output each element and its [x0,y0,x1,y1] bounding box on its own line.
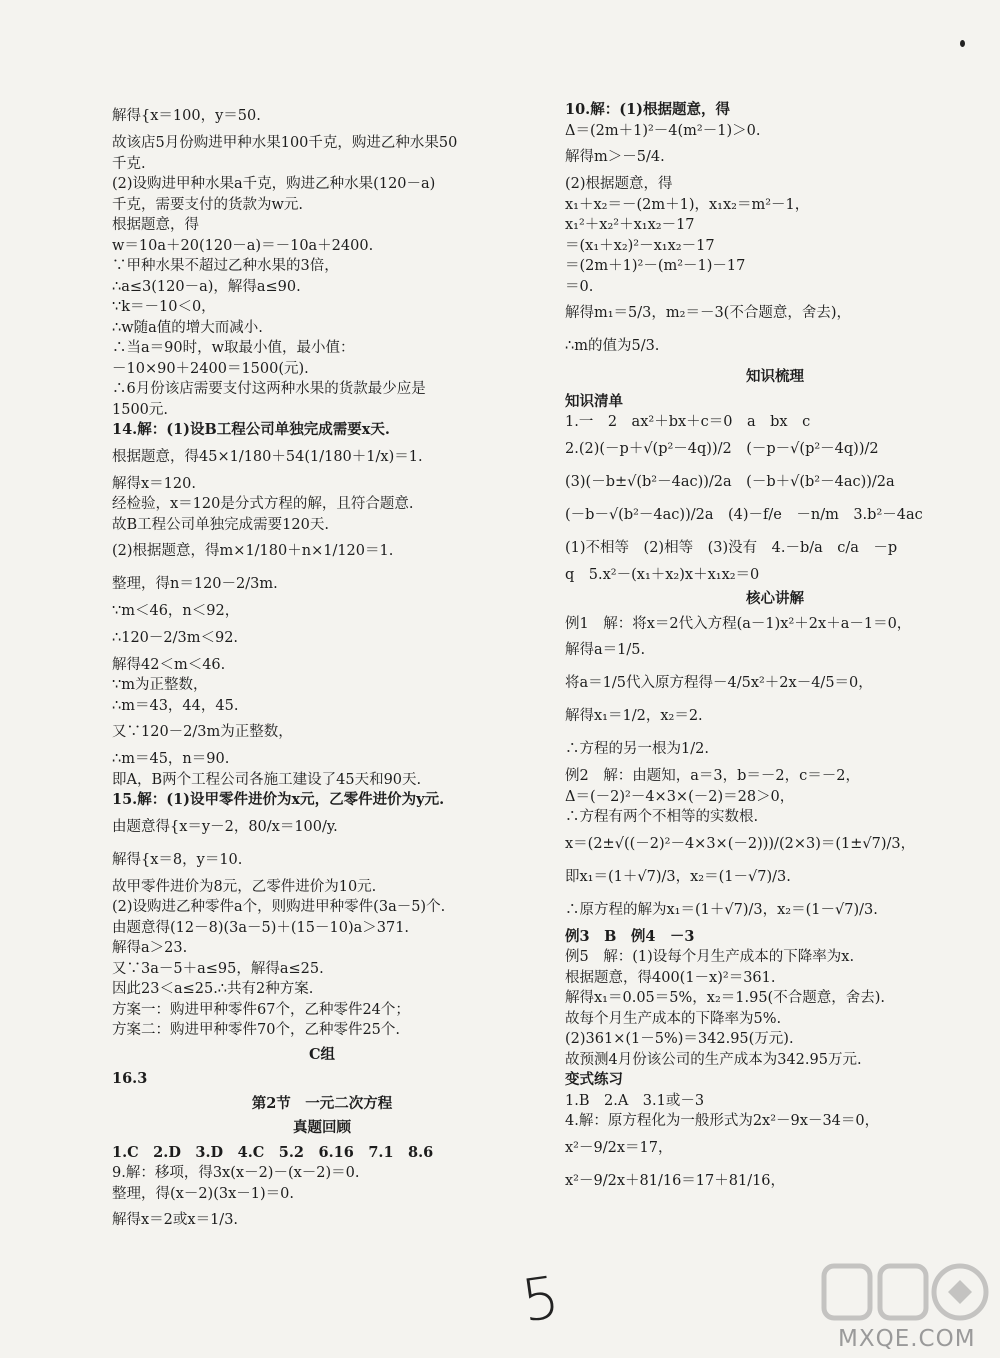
text-line: 例2 解：由题知，a＝3，b＝－2，c＝－2， [565,768,860,784]
text-line: x²－9/2x＝17， [565,1139,673,1156]
text-line: x₁＋x₂＝－(2m＋1)，x₁x₂＝m²－1， [565,196,810,213]
text-line: ∴m＝43，44，45. [112,697,239,714]
text-line: q 5.x²－(x₁＋x₂)x＋x₁x₂＝0 [565,566,760,583]
text-line: 解得{x＝8，y＝10. [112,851,243,868]
text-line: 解得x＝2或x＝1/3. [112,1212,239,1229]
text-line: 故预测4月份该公司的生产成本为342.95万元. [565,1051,862,1068]
text-line: (2)根据题意，得 [565,176,673,192]
text-line: 1.一 2 ax²＋bx＋c＝0 a bx c [565,414,811,430]
text-line: 4.解：原方程化为一般形式为2x²－9x－34＝0， [565,1113,880,1129]
text-line: 解得42＜m＜46. [112,656,226,673]
text-line: 例5 解：(1)设每个月生产成本的下降率为x. [565,949,855,965]
text-line: x＝(2±√((－2)²－4×3×(－2)))/(2×3)＝(1±√7)/3， [565,835,916,852]
text-line: ∴方程的另一根为1/2. [565,741,709,758]
watermark-text: MXQE.COM [838,1326,976,1352]
text-line: ∴6月份该店需要支付这两种水果的货款最少应是 [112,381,426,397]
text-line: 千克，需要支付的货款为w元. [112,196,304,213]
text-line: 由题意得{x＝y－2，80/x＝100/y. [112,818,338,835]
text-line: 解得m＞－5/4. [565,149,665,166]
section-heading: 知识梳理 [746,368,804,385]
text-line: ∵甲种水果不超过乙种水果的3倍， [112,258,339,274]
text-line: (2)根据题意，得m×1/180＋n×1/120＝1. [112,543,394,560]
text-line: 14.解：(1)设B工程公司单独完成需要x天. [112,421,390,438]
text-line: ∴w随a值的增大而减小. [112,319,263,336]
section-heading: 核心讲解 [746,590,804,607]
text-line: (－b－√(b²－4ac))/2a (4)－f/e －n/m 3.b²－4ac [565,506,923,523]
text-line: (2)设购进甲种水果a千克，购进乙种水果(120－a) [112,176,436,192]
section-heading: C组 [308,1045,336,1063]
text-line: 整理，得n＝120－2/3m. [112,576,278,593]
text-line: ∵m＜46，n＜92， [112,603,240,619]
text-line: ∴当a＝90时，w取最小值，最小值： [112,340,355,356]
text-line: 即x₁＝(1＋√7)/3，x₂＝(1－√7)/3. [565,868,791,885]
text-line: ∴a≤3(120－a)，解得a≤90. [112,278,301,295]
text-line: 方案二：购进甲种零件70个，乙种零件25个. [112,1022,401,1038]
text-line: ∴120－2/3m＜92. [112,629,239,646]
text-line: 故该店5月份购进甲种水果100千克，购进乙种水果50 [112,135,458,151]
text-line: ∵m为正整数， [112,677,208,693]
text-line: 解得x₁＝1/2，x₂＝2. [565,708,703,725]
text-line: 整理，得(x－2)(3x－1)＝0. [112,1185,294,1202]
subsection-heading: 变式练习 [565,1071,623,1088]
text-line: ＝(2m＋1)²－(m²－1)－17 [565,258,746,274]
scan-dot [960,40,965,47]
text-line: x₁²＋x₂²＋x₁x₂－17 [565,217,695,233]
text-line: 因此23＜a≤25.∴共有2种方案. [112,981,314,997]
text-line: 1.B 2.A 3.1或－3 [565,1092,705,1109]
text-line: ∴方程有两个不相等的实数根. [565,809,759,825]
page-number: 5 [517,1262,564,1336]
text-line: 解得x₁＝0.05＝5%，x₂＝1.95(不合题意，舍去). [565,990,885,1006]
text-line: 解得a＞23. [112,940,188,956]
text-line: 15.解：(1)设甲零件进价为x元，乙零件进价为y元. [112,791,445,808]
text-line: ∴原方程的解为x₁＝(1＋√7)/3，x₂＝(1－√7)/3. [565,901,878,918]
text-line: 1500元. [112,401,169,418]
text-line: 例1 解：将x＝2代入方程(a－1)x²＋2x＋a－1＝0， [565,615,912,632]
text-line: (3)(－b±√(b²－4ac))/2a (－b＋√(b²－4ac))/2a [565,473,895,490]
text-line: 解得x＝120. [112,475,196,492]
text-line: 解得m₁＝5/3，m₂＝－3(不合题意，舍去)， [565,305,851,322]
text-line: 故B工程公司单独完成需要120天. [112,516,329,533]
text-line: 根据题意，得45×1/180＋54(1/180＋1/x)＝1. [112,448,423,465]
text-line: 故甲零件进价为8元，乙零件进价为10元. [112,878,377,895]
text-line: 由题意得(12－8)(3a－5)＋(15－10)a＞371. [112,919,410,936]
text-line: ∴m的值为5/3. [565,338,660,355]
subsection-heading: 知识清单 [565,392,623,410]
text-line: 根据题意，得 [112,217,199,233]
text-line: 故每个月生产成本的下降率为5%. [565,1010,782,1027]
text-line: ＝(x₁＋x₂)²－x₁x₂－17 [565,237,715,254]
text-line: 又∵3a－5＋a≤95，解得a≤25. [112,960,324,977]
text-line: 将a＝1/5代入原方程得－4/5x²＋2x－4/5＝0， [565,675,873,692]
text-line: －10×90＋2400＝1500(元). [112,360,309,377]
text-line: (1)不相等 (2)相等 (3)没有 4.－b/a c/a －p [565,539,898,556]
text-line: 经检验，x＝120是分式方程的解，且符合题意. [112,496,414,512]
text-line: ∵k＝－10＜0， [112,299,216,315]
text-line: ∴m＝45，n＝90. [112,751,230,767]
text-line: 2.(2)(－p＋√(p²－4q))/2 (－p－√(p²－4q))/2 [565,440,879,457]
text-line: ＝0. [565,278,594,295]
right-column [565,100,985,1198]
text-line: 解得{x＝100，y＝50. [112,108,261,125]
text-line: 16.3 [112,1070,148,1087]
text-line: 1.C 2.D 3.D 4.C 5.2 6.16 7.1 8.6 [112,1143,434,1161]
text-line: 千克. [112,155,146,172]
text-line: 方案一：购进甲种零件67个，乙种零件24个； [112,1001,410,1018]
section-heading: 真题回顾 [293,1119,351,1136]
text-line: Δ＝(－2)²－4×3×(－2)＝28＞0， [565,788,795,805]
left-column [112,100,532,1237]
text-line: 10.解：(1)根据题意，得 [565,101,731,118]
text-line: (2)设购进乙种零件a个，则购进甲种零件(3a－5)个. [112,899,446,915]
text-line: 又∵120－2/3m为正整数， [112,724,293,741]
text-line: 例3 B 例4 －3 [565,927,695,945]
text-line: x²－9/2x＋81/16＝17＋81/16， [565,1172,786,1189]
text-line: 9.解：移项，得3x(x－2)－(x－2)＝0. [112,1165,360,1181]
text-line: Δ＝(2m＋1)²－4(m²－1)＞0. [565,122,761,139]
section-heading: 第2节 一元二次方程 [251,1094,393,1112]
text-line: (2)361×(1－5%)＝342.95(万元). [565,1031,794,1047]
text-line: 即A，B两个工程公司各施工建设了45天和90天. [112,771,422,788]
text-line: w＝10a＋20(120－a)＝－10a＋2400. [112,237,374,254]
text-line: 根据题意，得400(1－x)²＝361. [565,969,776,986]
text-line: 解得a＝1/5. [565,642,646,659]
